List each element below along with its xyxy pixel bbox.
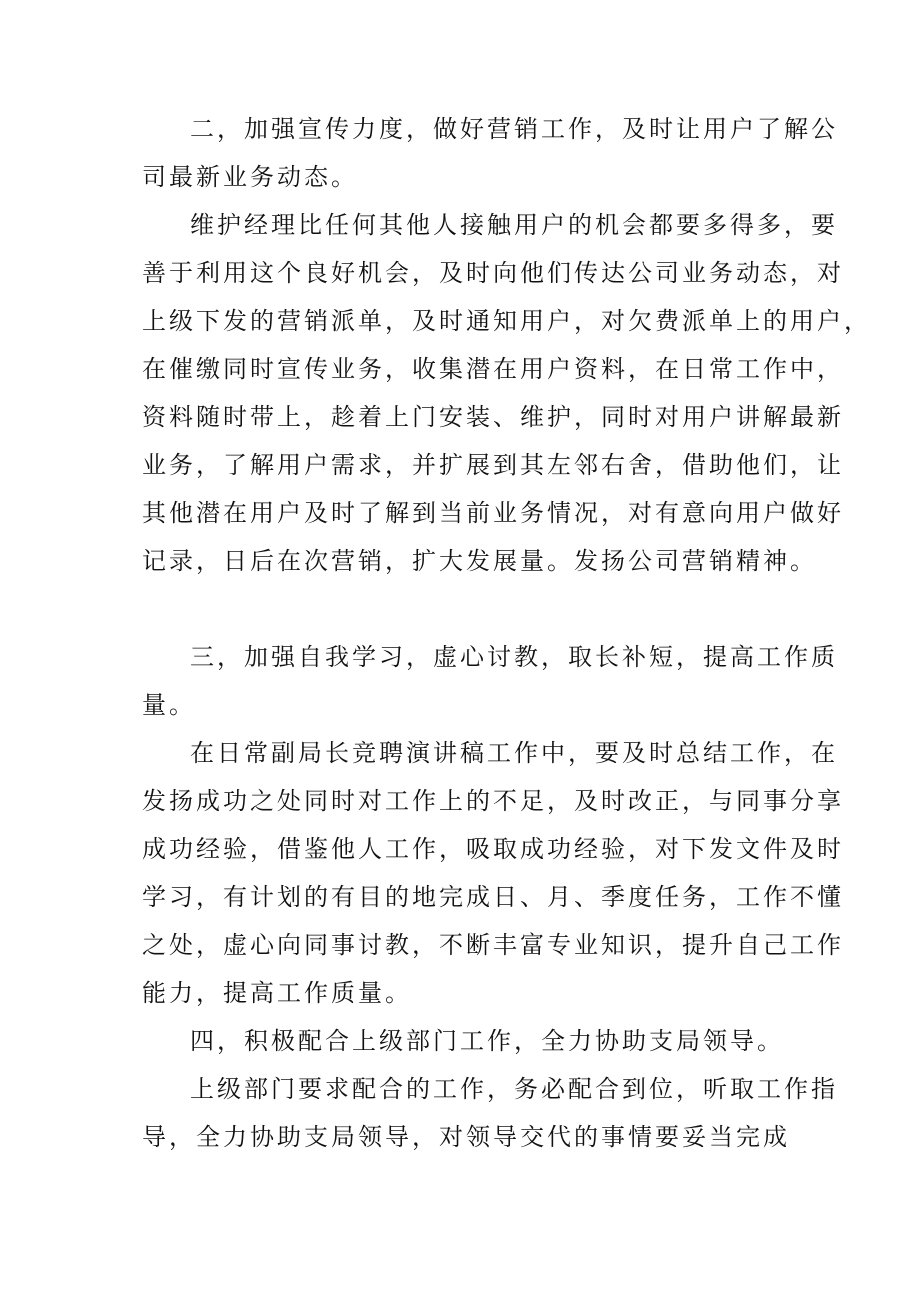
section-2-body-line-1: 维护经理比任何其他人接触用户的机会都要多得多，要 [190, 211, 838, 239]
section-2-body-line-4: 在催缴同时宣传业务，收集潜在用户资料，在日常工作中， [142, 355, 844, 383]
section-2-body-line-6: 业务，了解用户需求，并扩展到其左邻右舍，借助他们，让 [142, 451, 844, 479]
section-3-body-line-2: 发扬成功之处同时对工作上的不足，及时改正，与同事分享 [142, 787, 844, 815]
section-2-body-line-2: 善于利用这个良好机会，及时向他们传达公司业务动态，对 [142, 259, 844, 287]
section-4-body-line-2: 导，全力协助支局领导，对领导交代的事情要妥当完成 [142, 1123, 790, 1151]
section-4-body-line-1: 上级部门要求配合的工作，务必配合到位，听取工作指 [190, 1075, 838, 1103]
section-3-heading-line-2: 量。 [142, 691, 196, 719]
section-2-body-line-5: 资料随时带上，趁着上门安装、维护，同时对用户讲解最新 [142, 403, 844, 431]
section-3-body-line-3: 成功经验，借鉴他人工作，吸取成功经验，对下发文件及时 [142, 835, 844, 863]
section-2-body-line-7: 其他潜在用户及时了解到当前业务情况，对有意向用户做好 [142, 499, 844, 527]
section-2-heading-line-2: 司最新业务动态。 [142, 163, 358, 191]
section-3-heading-line-1: 三，加强自我学习，虚心讨教，取长补短，提高工作质 [190, 643, 838, 671]
section-4-heading-line-1: 四，积极配合上级部门工作，全力协助支局领导。 [190, 1027, 784, 1055]
section-2-body-line-8: 记录，日后在次营销，扩大发展量。发扬公司营销精神。 [142, 547, 817, 575]
section-3-body-line-5: 之处，虚心向同事讨教，不断丰富专业知识，提升自己工作 [142, 931, 844, 959]
section-3-body-line-4: 学习，有计划的有目的地完成日、月、季度任务，工作不懂 [142, 883, 844, 911]
section-3-body-line-1: 在日常副局长竞聘演讲稿工作中，要及时总结工作，在 [190, 739, 838, 767]
section-3-body-line-6: 能力，提高工作质量。 [142, 979, 412, 1007]
section-2-body-line-3: 上级下发的营销派单，及时通知用户，对欠费派单上的用户， [142, 307, 871, 335]
section-2-heading-line-1: 二，加强宣传力度，做好营销工作，及时让用户了解公 [190, 115, 838, 143]
